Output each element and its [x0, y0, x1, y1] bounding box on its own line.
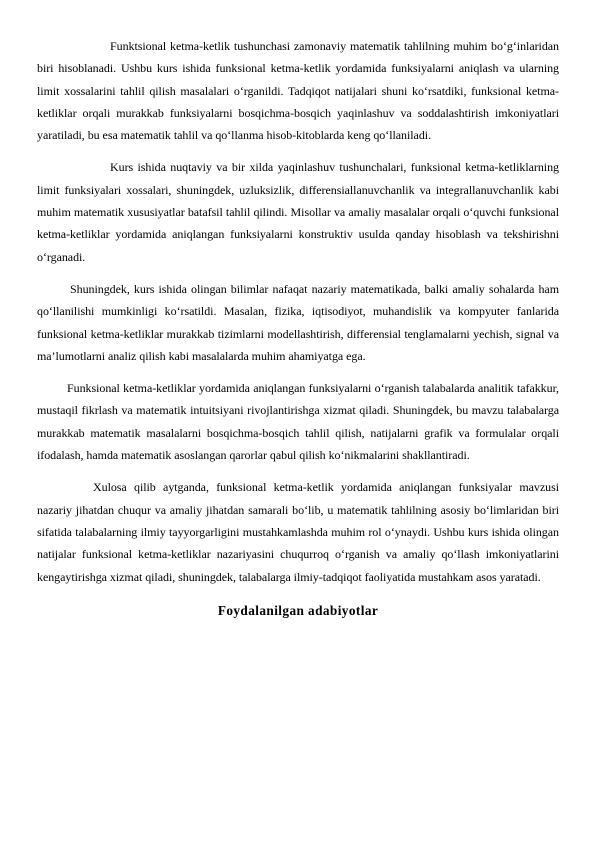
conclusion-paragraph-1: Funktsional ketma-ketlik tushunchasi zamonaviy matematik tahlilning muhim bo‘g‘inlaridan biri hisoblanadi. Ushbu kurs ishida funksional ketma-ketlik yordamida funksiyalarni aniqlash va ularning limit xossalarini tahlil qilish masalalari o‘rganildi. Tadqiqot natijalari shuni ko‘rsatdiki, funksional ketma-ketliklar orqali murakkab funksiyalarni bosqichma-bosqich yaqinlashuv va soddalashtirish imkoniyatlari yaratiladi, bu esa matematik tahlil va qo‘llanma hisob-kitoblarda keng qo‘llaniladi.: [37, 39, 559, 143]
conclusion-paragraph-5: Xulosa qilib aytganda, funksional ketma-ketlik yordamida aniqlangan funksiyalar mavzusi nazariy jihatdan chuqur va amaliy jihatdan samarali bo‘lib, u matematik tahlilning asosiy bo‘limlaridan biri sifatida talabalarning ilmiy tayyorgarligini mustahkamlashda muhim rol o‘ynaydi. Ushbu kurs ishida olingan natijalar funksional ketma-ketliklar nazariyasini chuqurroq o‘rganish va amaliy qo‘llash imkoniyatlarini kengaytirishga xizmat qiladi, shuningdek, talabalarga ilmiy-tadqiqot faoliyatida mustahkam asos yaratadi.: [37, 480, 559, 584]
document-page: [37, 35, 559, 621]
conclusion-paragraph-2: Kurs ishida nuqtaviy va bir xilda yaqinlashuv tushunchalari, funksional ketma-ketliklarning limit funksiyalari xossalari, shuningdek, uzluksizlik, differensiallanuvchanlik va integrallanuvchanlik kabi muhim matematik xususiyatlar batafsil tahlil qilindi. Misollar va amaliy masalalar orqali o‘quvchi funksional ketma-ketliklar yordamida aniqlangan funksiyalarni konstruktiv usulda qanday hisoblash va tekshirishni o‘rganadi.: [37, 160, 559, 264]
conclusion-paragraph-3: Shuningdek, kurs ishida olingan bilimlar nafaqat nazariy matematikada, balki amaliy sohalarda ham qo‘llanilishi mumkinligi ko‘rsatildi. Masalan, fizika, iqtisodiyot, muhandislik va kompyuter fanlarida funksional ketma-ketliklar murakkab tizimlarni modellashtirish, differensial tenglamalarni yechish, signal va ma’lumotlarni analiz qilish kabi masalalarda muhim ahamiyatga ega.: [37, 281, 559, 363]
conclusion-paragraph-4: Funksional ketma-ketliklar yordamida aniqlangan funksiyalarni o‘rganish talabalarda analitik tafakkur, mustaqil fikrlash va matematik intuitsiyani rivojlantirishga xizmat qiladi. Shuningdek, bu mavzu talabalarga murakkab matematik masalalarni bosqichma-bosqich tahlil qilish, natijalarni grafik va formulalar orqali ifodalash, hamda matematik asoslangan qarorlar qabul qilish ko‘nikmalarini shakllantiradi.: [37, 381, 559, 463]
references-heading: Foydalanilgan adabiyotlar: [217, 602, 379, 618]
